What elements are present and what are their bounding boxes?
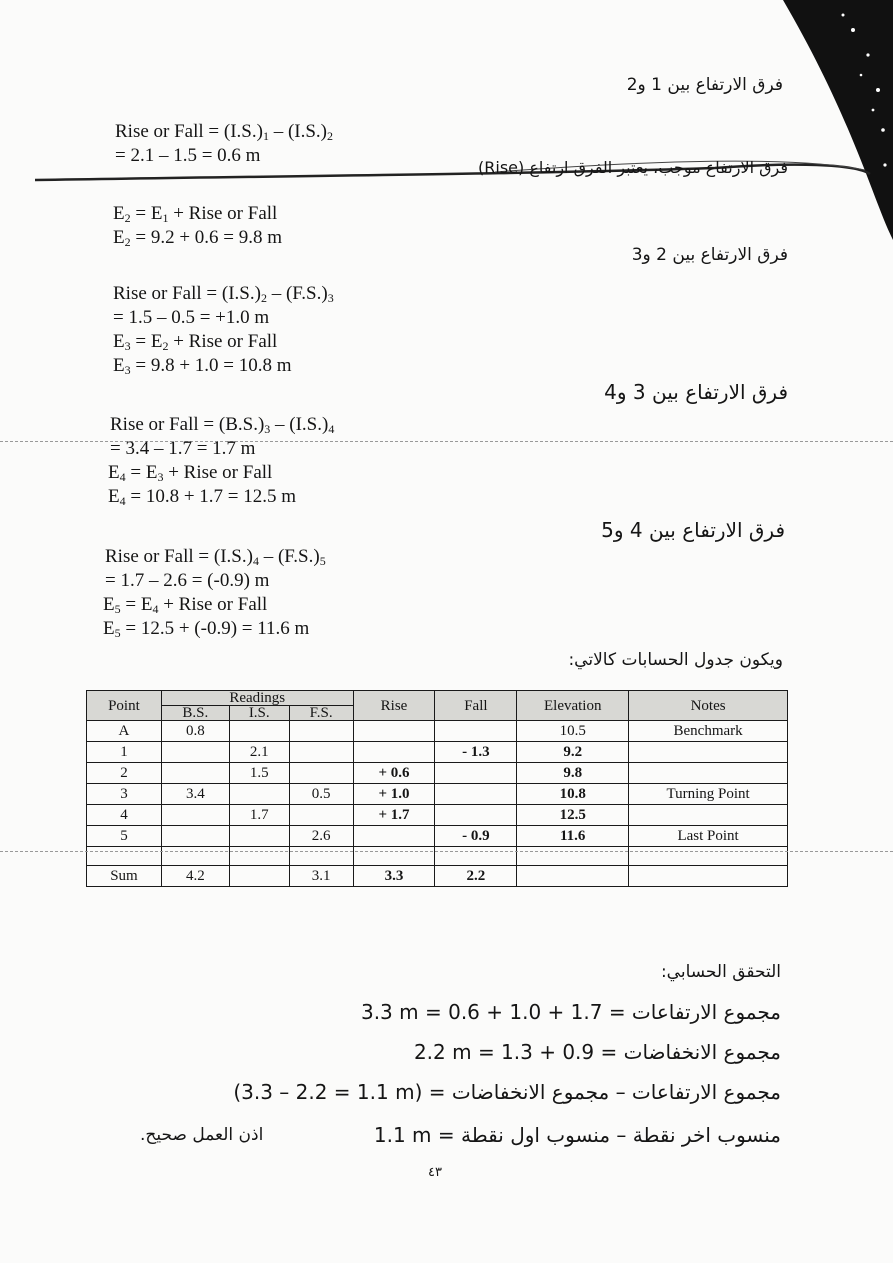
cell-sum-notes (629, 866, 788, 887)
header-elevation: Elevation (517, 691, 629, 721)
table-row (87, 784, 788, 805)
cell-bs (161, 763, 229, 784)
cell-bs (161, 742, 229, 763)
cell-is: 1.5 (229, 763, 289, 784)
cell-fall (435, 784, 517, 805)
cell-point: 5 (87, 826, 162, 847)
check-rises: مجموع الارتفاعات = 3.3 m = 0.6 + 1.0 + 1.7 (360, 1000, 781, 1024)
cell-rise: + 1.0 (353, 784, 435, 805)
cell-sum-elevation (517, 866, 629, 887)
rise-fall-formula-2-3: Rise or Fall = $(I.S.)_2 - (F.S.)_3$ (113, 283, 334, 305)
header-is: I.S. (229, 706, 289, 721)
cell-rise: + 0.6 (353, 763, 435, 784)
section-heading-4-5: فرق الارتفاع بين 4 و5 (601, 518, 785, 542)
page-number: ٤٣ (428, 1165, 442, 1180)
elevation-calc-3: $E_3 = 9.8 + 1.0 = 10.8$ m (113, 355, 292, 377)
cell-elevation: 10.5 (517, 721, 629, 742)
table-intro: ويكون جدول الحسابات كالاتي: (568, 650, 783, 670)
cell-point: 4 (87, 805, 162, 826)
elevation-formula-2: $E_2 = E_1$ + Rise or Fall (113, 203, 278, 225)
rise-fall-formula-3-4: Rise or Fall = $(B.S.)_3 - (I.S.)_4$ (110, 414, 335, 436)
cell-notes: Last Point (629, 826, 788, 847)
corner-shadow (753, 0, 893, 240)
section-heading-1-2: فرق الارتفاع بين 1 و2 (626, 75, 783, 95)
table-row (87, 721, 788, 742)
cell-fs: 0.5 (289, 784, 353, 805)
header-fall: Fall (435, 691, 517, 721)
elevation-calc-2: $E_2 = 9.2 + 0.6 = 9.8$ m (113, 227, 283, 249)
rise-fall-calc-3-4: = 3.4 – 1.7 = 1.7 m (110, 438, 256, 459)
cell-notes: Turning Point (629, 784, 788, 805)
levelling-table (86, 690, 788, 887)
cell-fs: 2.6 (289, 826, 353, 847)
table-row (87, 742, 788, 763)
check-falls: مجموع الانخفاضات = 2.2 m = 1.3 + 0.9 (413, 1040, 781, 1064)
cell-sum-label: Sum (87, 866, 162, 887)
elevation-formula-5: $E_5 = E_4$ + Rise or Fall (103, 594, 268, 616)
cell-notes: Benchmark (629, 721, 788, 742)
cell-notes (629, 763, 788, 784)
cell-is: 2.1 (229, 742, 289, 763)
cell-bs: 0.8 (161, 721, 229, 742)
rise-note: فرق الارتفاع موجب، يعتبر الفرق ارتفاع (Rise) (478, 158, 788, 177)
check-title: التحقق الحسابي: (660, 962, 781, 982)
cell-is (229, 826, 289, 847)
elevation-formula-4: $E_4 = E_3$ + Rise or Fall (108, 462, 273, 484)
section-heading-3-4: فرق الارتفاع بين 3 و4 (604, 380, 788, 404)
header-notes: Notes (629, 691, 788, 721)
table-row (87, 826, 788, 847)
header-point: Point (87, 691, 162, 721)
header-bs: B.S. (161, 706, 229, 721)
cell-rise (353, 826, 435, 847)
cell-bs: 3.4 (161, 784, 229, 805)
cell-is: 1.7 (229, 805, 289, 826)
cell-sum-bs: 4.2 (161, 866, 229, 887)
dashed-scan-line (0, 851, 893, 852)
cell-fs (289, 721, 353, 742)
cell-rise: + 1.7 (353, 805, 435, 826)
cell-notes (629, 805, 788, 826)
cell-fs (289, 805, 353, 826)
cell-notes (629, 742, 788, 763)
cell-fall (435, 763, 517, 784)
cell-elevation: 12.5 (517, 805, 629, 826)
cell-rise (353, 721, 435, 742)
section-heading-2-3: فرق الارتفاع بين 2 و3 (631, 245, 788, 265)
cell-fall (435, 721, 517, 742)
cell-fall (435, 805, 517, 826)
cell-point: 1 (87, 742, 162, 763)
cell-elevation: 9.2 (517, 742, 629, 763)
header-readings: Readings (161, 691, 353, 706)
table-row (87, 763, 788, 784)
cell-sum-fall: 2.2 (435, 866, 517, 887)
elevation-calc-5: $E_5 = 12.5 + (-0.9) = 11.6$ m (103, 618, 310, 640)
cell-fall: - 0.9 (435, 826, 517, 847)
table-row (87, 805, 788, 826)
cell-elevation: 11.6 (517, 826, 629, 847)
rise-fall-formula-1-2: Rise or Fall = $(I.S.)_1 - (I.S.)_2$ (115, 121, 333, 143)
cell-elevation: 10.8 (517, 784, 629, 805)
cell-point: 2 (87, 763, 162, 784)
cell-fs (289, 763, 353, 784)
elevation-formula-3: $E_3 = E_2$ + Rise or Fall (113, 331, 278, 353)
check-conclusion: اذن العمل صحيح. (140, 1125, 264, 1145)
cell-is (229, 721, 289, 742)
cell-point: 3 (87, 784, 162, 805)
header-rise: Rise (353, 691, 435, 721)
cell-fs (289, 742, 353, 763)
table-row-empty (87, 847, 788, 866)
elevation-calc-4: $E_4 = 10.8 + 1.7 = 12.5$ m (108, 486, 297, 508)
cell-rise (353, 742, 435, 763)
cell-sum-rise: 3.3 (353, 866, 435, 887)
cell-sum-fs: 3.1 (289, 866, 353, 887)
cell-fall: - 1.3 (435, 742, 517, 763)
cell-sum-is (229, 866, 289, 887)
header-fs: F.S. (289, 706, 353, 721)
cell-elevation: 9.8 (517, 763, 629, 784)
cell-bs (161, 826, 229, 847)
rise-fall-calc-1-2: = 2.1 – 1.5 = 0.6 m (115, 145, 261, 166)
cell-bs (161, 805, 229, 826)
cell-is (229, 784, 289, 805)
cell-point: A (87, 721, 162, 742)
check-difference: مجموع الارتفاعات – مجموع الانخفاضات = (3.3 – 2.2 = 1.1 m) (233, 1080, 781, 1104)
table-row-sum (87, 866, 788, 887)
rise-fall-calc-2-3: = 1.5 – 0.5 = +1.0 m (113, 307, 270, 328)
rise-fall-calc-4-5: = 1.7 – 2.6 = (-0.9) m (105, 570, 270, 591)
check-elevation-difference: منسوب اخر نقطة – منسوب اول نقطة = 1.1 m (373, 1123, 781, 1147)
rise-fall-formula-4-5: Rise or Fall = $(I.S.)_4 - (F.S.)_5$ (105, 546, 326, 568)
